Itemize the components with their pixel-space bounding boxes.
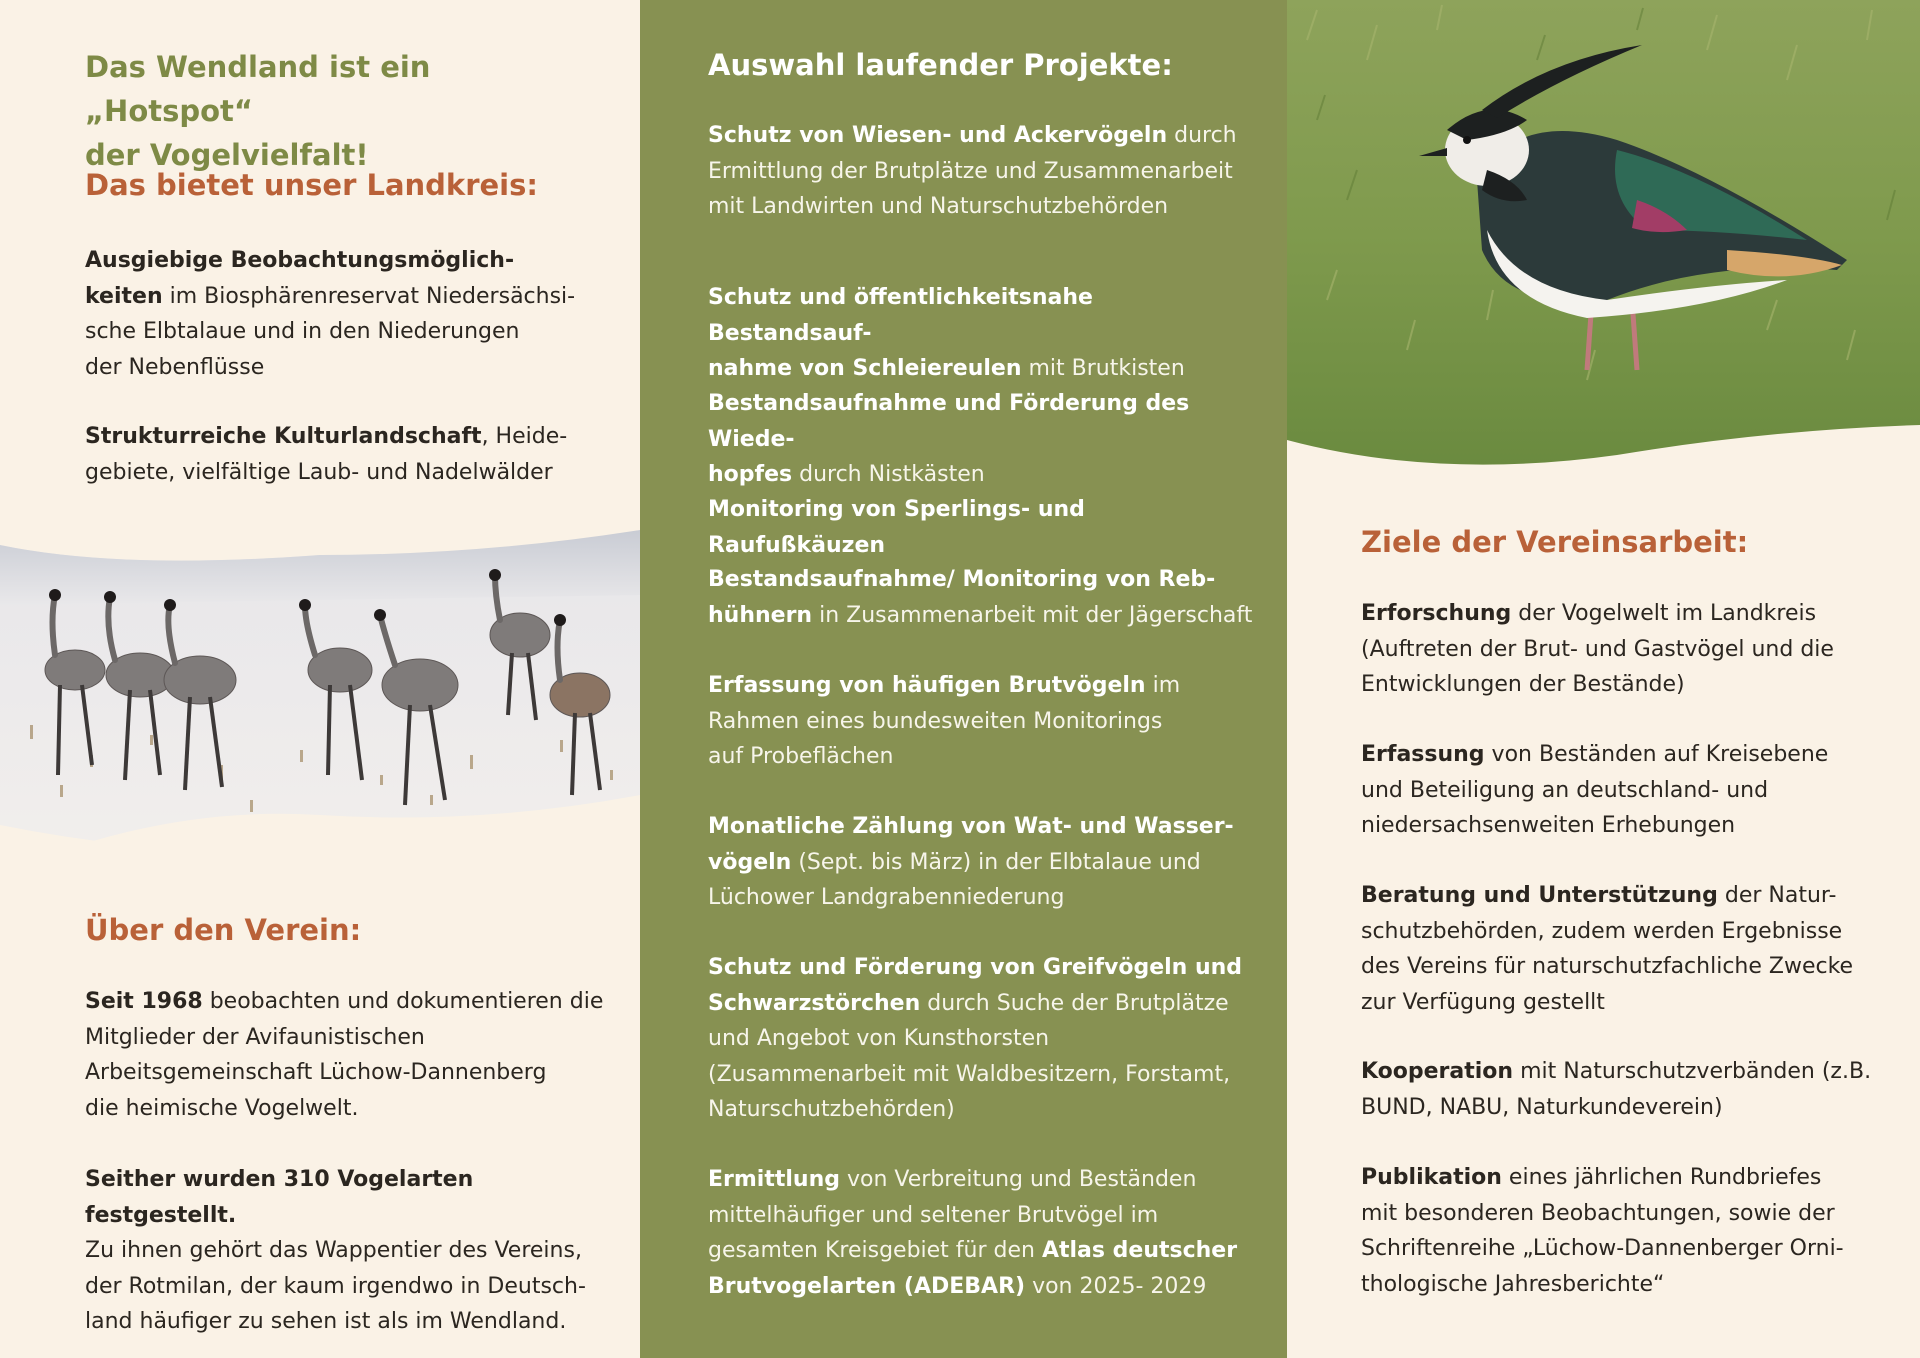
since-1968-text-3: Arbeitsgemeinschaft Lüchow-Dannenberg	[85, 1060, 547, 1085]
goal-item	[1361, 1160, 1881, 1302]
middle-column	[640, 0, 1287, 1358]
project-item	[708, 668, 1253, 775]
since-1968-text-2: Mitglieder der Avifaunistischen	[85, 1024, 425, 1050]
observation-text-2: sche Elbtalaue und in den Niederungen	[85, 319, 520, 344]
goal-text: zur Verfügung gestellt	[1361, 989, 1605, 1015]
title-line-1: Das Wendland ist ein „Hotspot“	[85, 50, 431, 128]
hotspot-title	[85, 45, 605, 177]
project-title: Schutz und Förderung von Greifvögeln und	[708, 955, 1243, 980]
about-heading: Über den Verein:	[85, 913, 362, 947]
goal-title: Kooperation	[1361, 1059, 1514, 1084]
project-title: hühnern	[708, 602, 813, 628]
observation-paragraph	[85, 243, 585, 385]
project-title: Brutvogelarten (ADEBAR)	[708, 1273, 1026, 1299]
species-text-1: Zu ihnen gehört das Wappentier des Vereins,	[85, 1238, 582, 1263]
landscape-paragraph	[85, 419, 605, 490]
goal-text: Entwicklungen der Bestände)	[1361, 672, 1685, 697]
goal-text: thologische Jahresberichte“	[1361, 1271, 1665, 1297]
projects-heading: Auswahl laufender Projekte:	[708, 48, 1173, 82]
lapwing-photo	[1287, 0, 1920, 470]
observation-text-3: der Nebenflüsse	[85, 354, 265, 380]
landscape-bold: Strukturreiche Kulturlandschaft	[85, 424, 482, 449]
project-text: im	[1145, 673, 1181, 698]
goal-text: und Beteiligung an deutschland- und	[1361, 777, 1769, 803]
goal-item	[1361, 596, 1881, 703]
landkreis-heading: Das bietet unser Landkreis:	[85, 168, 538, 202]
goal-text: von Beständen auf Kreisebene	[1484, 742, 1829, 767]
project-text: auf Probeflächen	[708, 744, 894, 769]
project-item	[708, 118, 1253, 225]
since-1968-text-4: die heimische Vogelwelt.	[85, 1095, 359, 1121]
species-text-2: der Rotmilan, der kaum irgendwo in Deutsch-	[85, 1273, 586, 1299]
project-item	[708, 562, 1253, 633]
project-text: Lüchower Landgrabenniederung	[708, 885, 1065, 910]
goal-text: Schriftenreihe „Lüchow-Dannenberger Orni-	[1361, 1236, 1844, 1261]
goal-text: der Natur-	[1717, 883, 1837, 908]
goal-title: Publikation	[1361, 1165, 1502, 1190]
goal-text: BUND, NABU, Naturkundeverein)	[1361, 1094, 1723, 1120]
project-title: vögeln	[708, 849, 792, 875]
project-text: von Verbreitung und Beständen	[840, 1167, 1197, 1192]
project-title: Bestandsaufnahme/ Monitoring von Reb-	[708, 567, 1216, 592]
project-text: Ermittlung der Brutplätze und Zusammenarbeit	[708, 158, 1233, 184]
goals-heading: Ziele der Vereinsarbeit:	[1361, 525, 1749, 559]
project-text: (Zusammenarbeit mit Waldbesitzern, Forstamt,	[708, 1061, 1231, 1087]
goal-text: niedersachsenweiten Erhebungen	[1361, 813, 1736, 838]
goal-item	[1361, 1054, 1881, 1125]
since-1968-text-1: beobachten und dokumentieren die	[202, 989, 604, 1014]
goal-text: (Auftreten der Brut- und Gastvögel und die	[1361, 636, 1834, 662]
project-item	[708, 950, 1253, 1128]
goal-title: Erfassung	[1361, 742, 1485, 767]
since-1968-paragraph	[85, 984, 605, 1126]
project-text: Rahmen eines bundesweiten Monitorings	[708, 708, 1163, 734]
project-text: Naturschutzbehörden)	[708, 1097, 955, 1122]
goal-text: mit Naturschutzverbänden (z.B.	[1513, 1059, 1872, 1084]
crane-photo	[0, 525, 640, 890]
project-text: mittelhäufiger und seltener Brutvögel im	[708, 1202, 1159, 1228]
project-title: Monitoring von Sperlings- und Raufußkäuzen	[708, 497, 1085, 558]
project-text: von 2025- 2029	[1025, 1273, 1207, 1299]
goal-title: Erforschung	[1361, 601, 1512, 626]
project-text: und Angebot von Kunsthorsten	[708, 1026, 1050, 1051]
project-text: in Zusammenarbeit mit der Jägerschaft	[812, 602, 1253, 628]
project-title: Ermittlung	[708, 1167, 840, 1192]
project-text: mit Brutkisten	[1021, 356, 1185, 381]
left-column	[0, 0, 640, 1358]
project-title: Schutz von Wiesen- und Ackervögeln	[708, 123, 1168, 148]
project-text: durch Nistkästen	[792, 462, 985, 487]
observation-text-1: im Biosphärenreservat Niedersächsi-	[162, 283, 576, 309]
project-text: gesamten Kreisgebiet für den	[708, 1238, 1042, 1263]
project-item	[708, 1162, 1253, 1304]
title-line-2: der Vogelvielfalt!	[85, 138, 369, 172]
project-title: Bestandsaufnahme und Förderung des Wiede-	[708, 391, 1190, 452]
goal-title: Beratung und Unterstützung	[1361, 883, 1718, 908]
project-item	[708, 386, 1253, 493]
observation-bold-2: keiten	[85, 283, 163, 309]
goal-text: schutzbehörden, zudem werden Ergebnisse	[1361, 918, 1843, 944]
project-title: Monatliche Zählung von Wat- und Wasser-	[708, 814, 1234, 839]
project-title: Erfassung von häufigen Brutvögeln	[708, 673, 1146, 698]
project-text: mit Landwirten und Naturschutzbehörden	[708, 194, 1169, 219]
project-title: Schutz und öffentlichkeitsnahe Bestandsauf-	[708, 285, 1093, 346]
species-bold: Seither wurden 310 Vogelarten festgestellt.	[85, 1167, 474, 1228]
project-item	[708, 280, 1253, 387]
observation-bold: Ausgiebige Beobachtungsmöglich-	[85, 248, 515, 273]
project-title: nahme von Schleiereulen	[708, 356, 1022, 381]
goal-text: des Vereins für naturschutzfachliche Zwecke	[1361, 954, 1854, 979]
species-paragraph	[85, 1162, 605, 1340]
landscape-text-1: , Heide-	[481, 424, 568, 449]
species-text-3: land häufiger zu sehen ist als im Wendland.	[85, 1309, 567, 1334]
goal-text: eines jährlichen Rundbriefes	[1501, 1165, 1822, 1190]
project-item	[708, 809, 1253, 916]
project-text: (Sept. bis März) in der Elbtalaue und	[791, 849, 1201, 875]
project-title: hopfes	[708, 462, 793, 487]
goal-item	[1361, 878, 1881, 1020]
since-1968-bold: Seit 1968	[85, 989, 203, 1014]
goal-text: mit besonderen Beobachtungen, sowie der	[1361, 1200, 1835, 1226]
project-text: durch Suche der Brutplätze	[920, 990, 1229, 1016]
project-text: durch	[1167, 123, 1237, 148]
goal-item	[1361, 737, 1881, 844]
project-title: Schwarzstörchen	[708, 990, 921, 1016]
landscape-text-2: gebiete, vielfältige Laub- und Nadelwälder	[85, 459, 553, 485]
project-item	[708, 492, 1253, 563]
goal-text: der Vogelwelt im Landkreis	[1511, 601, 1817, 626]
project-title: Atlas deutscher	[1041, 1238, 1238, 1263]
